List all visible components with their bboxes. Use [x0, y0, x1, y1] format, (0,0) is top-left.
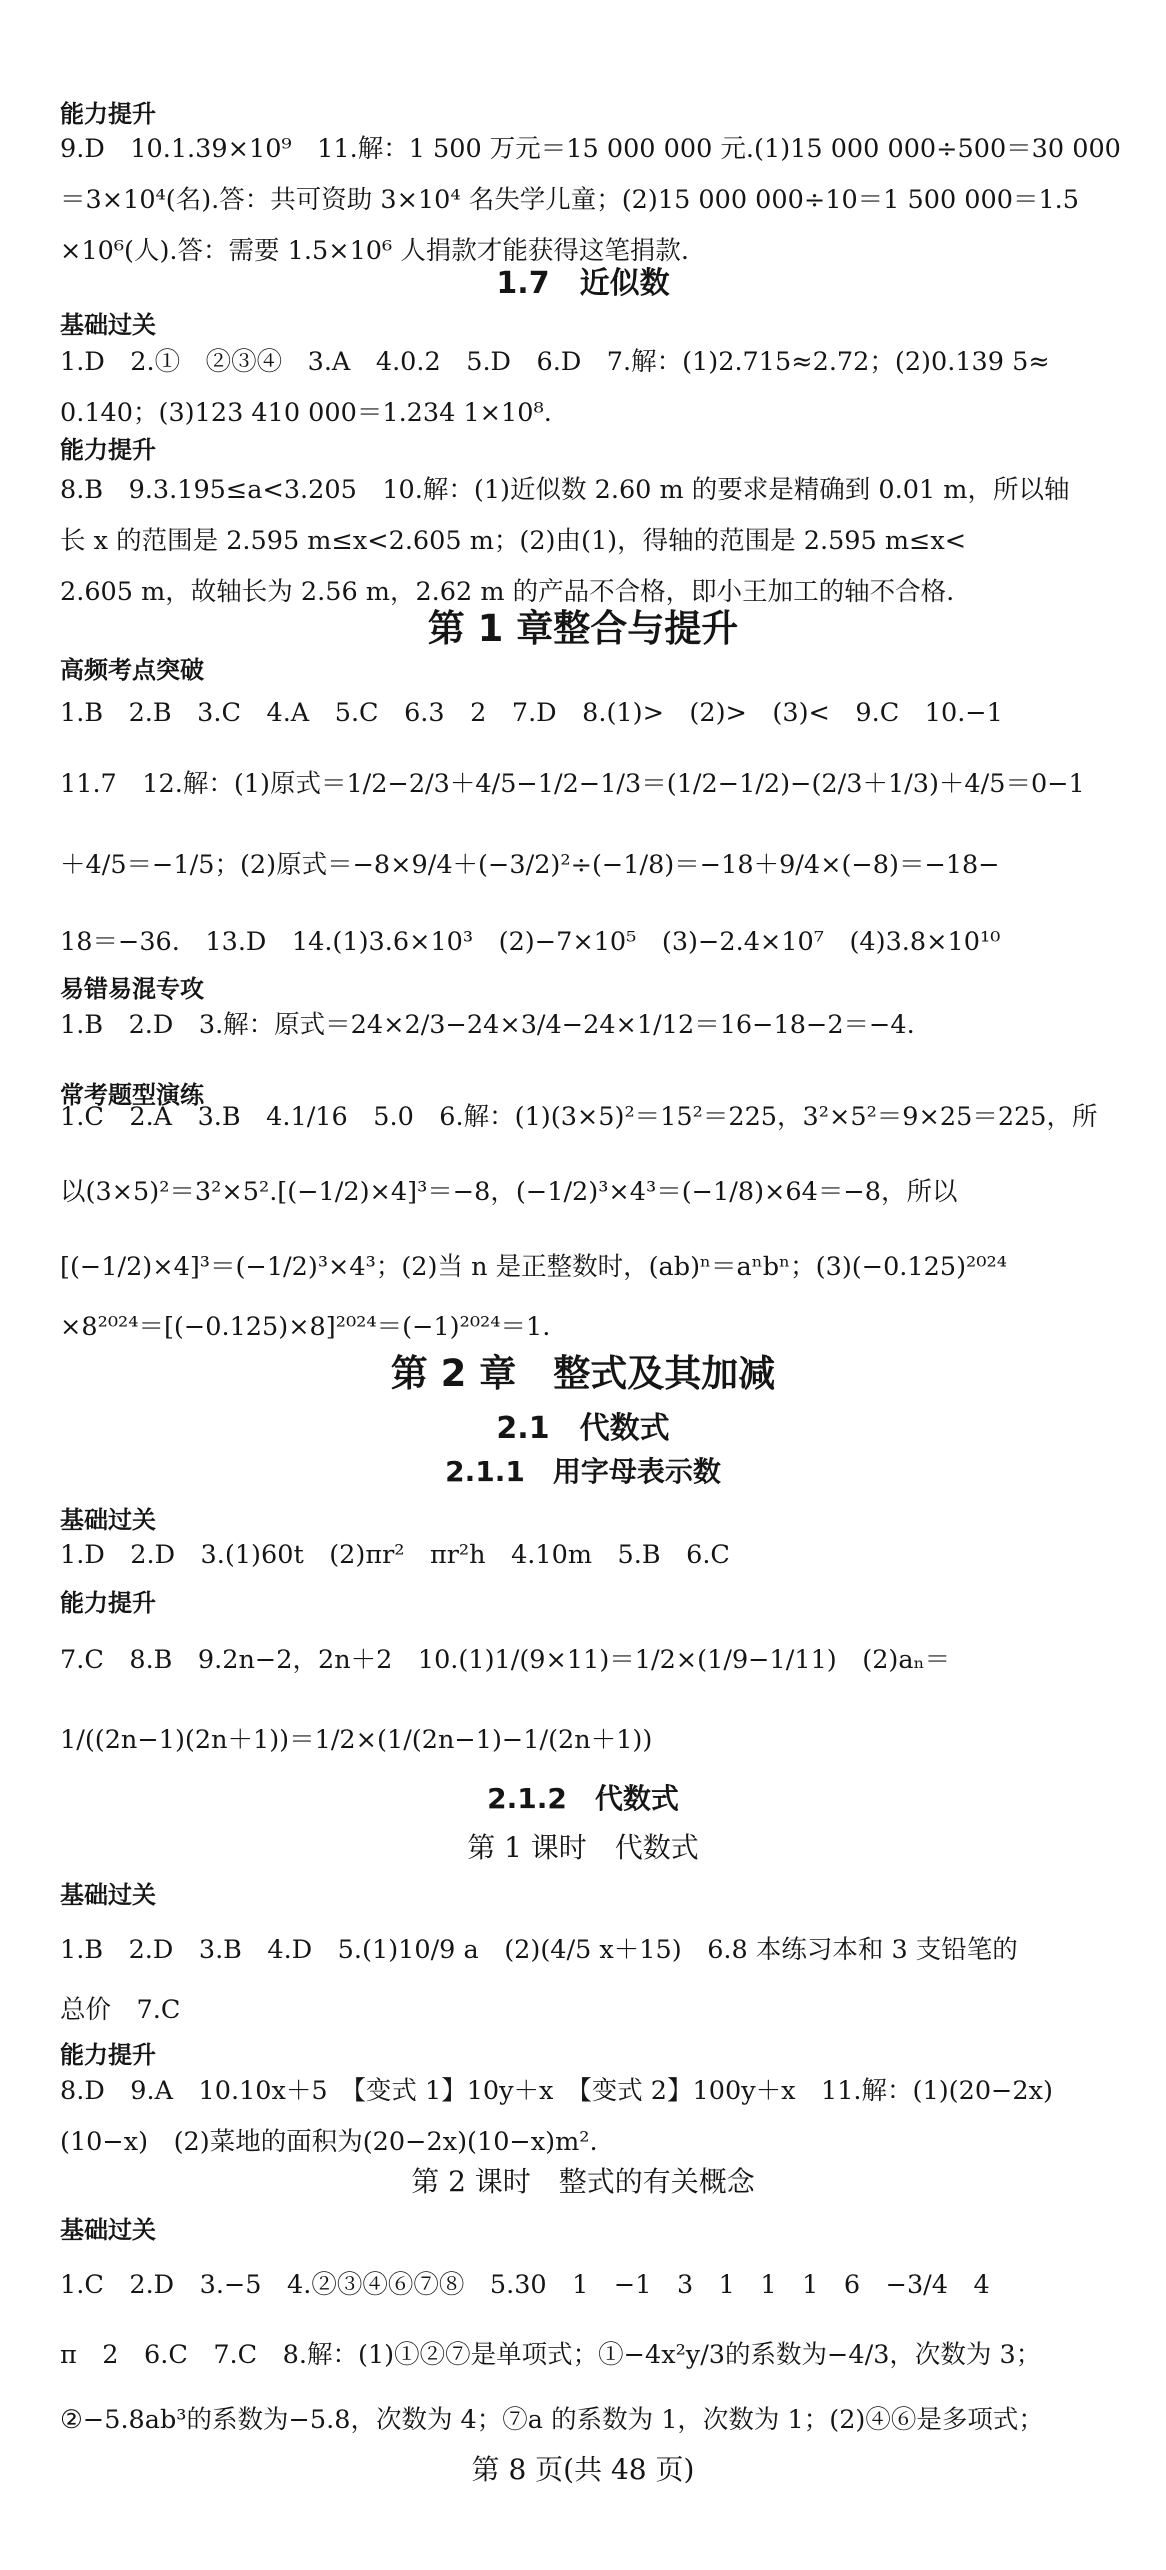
heading-lesson-2: 第 2 课时 整式的有关概念 — [411, 2165, 755, 2198]
text-line: ×10⁶(人).答：需要 1.5×10⁶ 人捐款才能获得这笔捐款. — [60, 236, 689, 266]
text-block-9 — [60, 1913, 1122, 2033]
text-line: 1.D 2.D 3.(1)60t (2)πr² πr²h 4.10m 5.B 6.C — [60, 1540, 730, 1570]
heading-chapter-1-review: 第 1 章整合与提升 — [427, 607, 739, 650]
heading-1-7: 1.7 近似数 — [496, 266, 670, 301]
text-line: ＝3×10⁴(名).答：共可资助 3×10⁴ 名失学儿童；(2)15 000 000÷10＝1 500 000＝1.5 — [60, 185, 1080, 215]
text-line: 1.D 2.① ②③④ 3.A 4.0.2 5.D 6.D 7.解：(1)2.715≈2.72；(2)0.139 5≈ — [60, 347, 1050, 377]
text-block-1 — [60, 124, 1122, 277]
text-line: 1.B 2.B 3.C 4.A 5.C 6.3 2 7.D 8.(1)> (2)> (3)< 9.C 10.−1 — [60, 698, 1003, 728]
text-line: 以(3×5)²＝3²×5².[(−1/2)×4]³＝−8，(−1/2)³×4³＝(−1/8)×64＝−8，所以 — [60, 1177, 958, 1207]
text-block-11 — [60, 2250, 1122, 2450]
section-basic-4: 基础过关 — [60, 2216, 156, 2244]
section-common-types: 常考题型演练 — [60, 1081, 204, 1109]
text-block-5 — [60, 975, 1122, 1075]
text-block-3 — [60, 465, 1122, 618]
heading-lesson-1: 第 1 课时 代数式 — [467, 1831, 699, 1864]
heading-2-1: 2.1 代数式 — [496, 1411, 670, 1446]
text-line: 8.D 9.A 10.10x＋5 【变式 1】10y＋x 【变式 2】100y＋x 11.解：(1)(20−2x) — [60, 2076, 1053, 2106]
text-line: 1.C 2.A 3.B 4.1/16 5.0 6.解：(1)(3×5)²＝15²＝225，3²×5²＝9×25＝225，所 — [60, 1102, 1098, 1132]
text-block-2 — [60, 337, 1122, 439]
text-line: 1/((2n−1)(2n＋1))＝1/2×(1/(2n−1)−1/(2n＋1)) — [60, 1725, 653, 1755]
text-line: 长 x 的范围是 2.595 m≤x<2.605 m；(2)由(1)，得轴的范围是 2.595 m≤x< — [60, 526, 967, 556]
heading-2-1-1: 2.1.1 用字母表示数 — [445, 1455, 721, 1488]
text-line: 0.140；(3)123 410 000＝1.234 1×10⁸. — [60, 398, 552, 428]
text-line: 总价 7.C — [60, 1995, 181, 2025]
text-line: 18＝−36. 13.D 14.(1)3.6×10³ (2)−7×10⁵ (3)−2.4×10⁷ (4)3.8×10¹⁰ — [60, 927, 1001, 957]
text-line: ②−5.8ab³的系数为−5.8，次数为 4；⑦a 的系数为 1，次数为 1；(2)④⑥是多项式； — [60, 2405, 1044, 2435]
page-footer: 第 8 页(共 48 页) — [471, 2453, 695, 2486]
text-block-8 — [60, 1620, 1122, 1780]
text-block-10 — [60, 2066, 1122, 2168]
heading-2-1-2: 2.1.2 代数式 — [487, 1782, 679, 1815]
section-basic-3: 基础过关 — [60, 1881, 156, 1909]
section-ability-3: 能力提升 — [60, 1589, 156, 1617]
section-high-freq: 高频考点突破 — [60, 656, 204, 684]
text-line: 7.C 8.B 9.2n−2，2n＋2 10.(1)1/(9×11)＝1/2×(1/9−1/11) (2)aₙ＝ — [60, 1645, 951, 1675]
text-line: ×8²⁰²⁴＝[(−0.125)×8]²⁰²⁴＝(−1)²⁰²⁴＝1. — [60, 1312, 551, 1342]
text-line: 8.B 9.3.195≤a<3.205 10.解：(1)近似数 2.60 m 的要求是精确到 0.01 m，所以轴 — [60, 475, 1070, 505]
text-line: 11.7 12.解：(1)原式＝1/2−2/3＋4/5−1/2−1/3＝(1/2−1/2)−(2/3＋1/3)＋4/5＝0−1 — [60, 769, 1085, 799]
text-line: 1.C 2.D 3.−5 4.②③④⑥⑦⑧ 5.30 1 −1 3 1 1 1 6 −3/4 4 — [60, 2270, 990, 2300]
heading-chapter-2: 第 2 章 整式及其加减 — [390, 1352, 776, 1395]
section-basic-1: 基础过关 — [60, 311, 156, 339]
text-line: (10−x) (2)菜地的面积为(20−2x)(10−x)m². — [60, 2127, 598, 2157]
section-ability-2: 能力提升 — [60, 436, 156, 464]
text-line: π 2 6.C 7.C 8.解：(1)①②⑦是单项式；①−4x²y/3的系数为−4/3，次数为 3； — [60, 2340, 1042, 2370]
text-line: 9.D 10.1.39×10⁹ 11.解：1 500 万元＝15 000 000 元.(1)15 000 000÷500＝30 000 — [60, 134, 1121, 164]
text-line: 1.B 2.D 3.解：原式＝24×2/3−24×3/4−24×1/12＝16−18−2＝−4. — [60, 1010, 915, 1040]
text-line: ＋4/5＝−1/5；(2)原式＝−8×9/4＋(−3/2)²÷(−1/8)＝−18＋9/4×(−8)＝−18− — [60, 850, 1000, 880]
text-line: [(−1/2)×4]³＝(−1/2)³×4³；(2)当 n 是正整数时，(ab)ⁿ＝aⁿbⁿ；(3)(−0.125)²⁰²⁴ — [60, 1252, 1007, 1282]
section-basic-2: 基础过关 — [60, 1506, 156, 1534]
text-line: 2.605 m，故轴长为 2.56 m，2.62 m 的产品不合格，即小王加工的轴不合格. — [60, 577, 955, 607]
text-line: 1.B 2.D 3.B 4.D 5.(1)10/9 a (2)(4/5 x＋15) 6.8 本练习本和 3 支铅笔的 — [60, 1935, 1018, 1965]
text-block-4 — [60, 682, 1122, 976]
text-block-6 — [60, 1082, 1122, 1352]
section-ability-1: 能力提升 — [60, 100, 156, 128]
section-error-prone: 易错易混专攻 — [60, 975, 204, 1003]
text-block-7 — [60, 1530, 1122, 1581]
section-ability-4: 能力提升 — [60, 2041, 156, 2069]
